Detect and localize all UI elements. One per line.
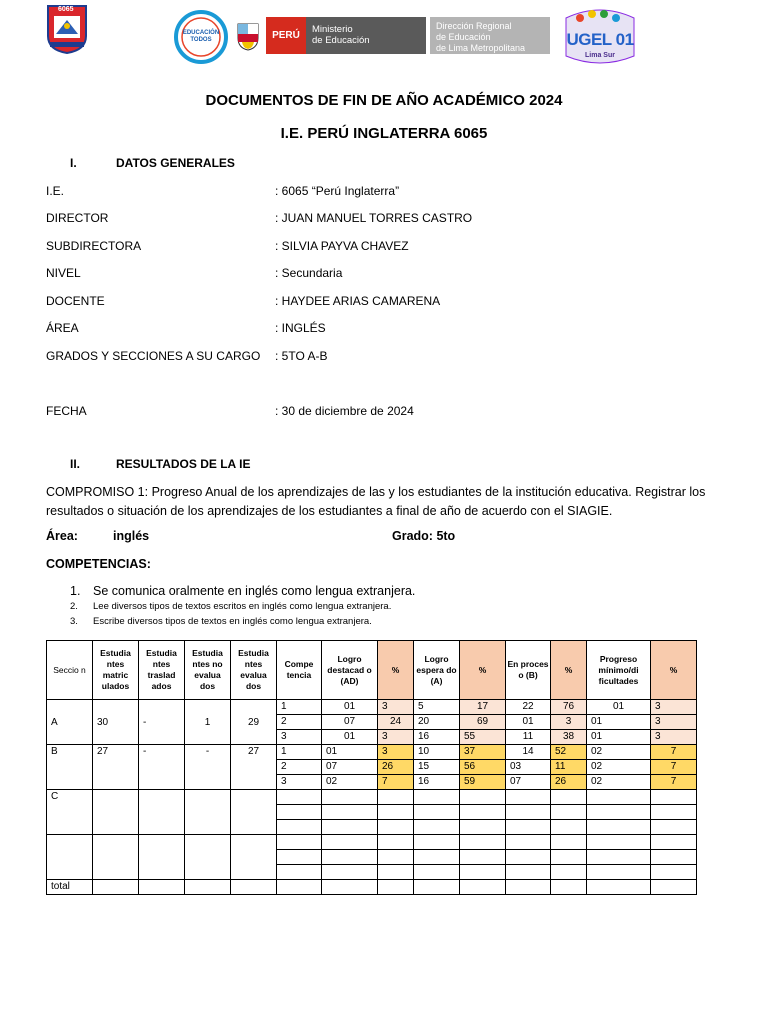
cell-c — [587, 850, 651, 865]
results-table — [46, 640, 697, 895]
cell-c: 01 — [587, 700, 651, 715]
header-progreso-minimo: Progreso mínimo/di ficultades — [587, 641, 651, 700]
header-matriculados: Estudia ntes matric ulados — [93, 641, 139, 700]
minedu-line-1: Ministerio — [312, 24, 353, 35]
area-label: Área: — [46, 529, 78, 543]
ugel-logo-text: UGEL 01 — [566, 30, 634, 49]
cell-pct-ad — [378, 865, 414, 880]
cell-evaluados: 29 — [231, 700, 277, 745]
cell-c — [587, 805, 651, 820]
cell-pct-c: 7 — [651, 745, 697, 760]
cell-a — [414, 805, 460, 820]
cell-pct-c: 3 — [651, 730, 697, 745]
cell-pct-a: 37 — [460, 745, 506, 760]
cell-b: 11 — [506, 730, 551, 745]
section-1-title: DATOS GENERALES — [116, 156, 235, 170]
field-value-director: : JUAN MANUEL TORRES CASTRO — [275, 211, 473, 225]
cell-b — [506, 835, 551, 850]
cell-a: 15 — [414, 760, 460, 775]
cell-pct-ad — [378, 850, 414, 865]
cell-evaluados — [231, 790, 277, 835]
cell-b: 22 — [506, 700, 551, 715]
cell-no-evaluados: - — [185, 745, 231, 790]
cell-no-evaluados — [185, 790, 231, 835]
cell-trasladados — [139, 835, 185, 880]
cell-pct-c: 3 — [651, 715, 697, 730]
table-row — [47, 835, 697, 850]
section-2-number: II. — [70, 457, 81, 471]
field-label-nivel: NIVEL — [46, 266, 81, 280]
peru-coat-of-arms-icon — [232, 20, 264, 52]
cell-competencia: 3 — [277, 730, 322, 745]
cell-pct-a — [460, 835, 506, 850]
cell-pct-c: 7 — [651, 760, 697, 775]
cell-ad: 01 — [322, 730, 378, 745]
ugel-logo-subtext: Lima Sur — [585, 52, 615, 59]
cell-b — [506, 805, 551, 820]
cell-ad — [322, 835, 378, 850]
cell-total — [185, 880, 231, 895]
cell-pct-ad — [378, 805, 414, 820]
cell-pct-b — [551, 850, 587, 865]
competencias-label: COMPETENCIAS: — [46, 557, 151, 571]
cell-c: 02 — [587, 760, 651, 775]
header-logro-destacado: Logro destacad o (AD) — [322, 641, 378, 700]
header-pct-ad: % — [378, 641, 414, 700]
cell-competencia — [277, 865, 322, 880]
document-title: DOCUMENTOS DE FIN DE AÑO ACADÉMICO 2024 — [205, 92, 563, 109]
cell-total — [506, 880, 551, 895]
cell-pct-ad: 24 — [378, 715, 414, 730]
school-title: I.E. PERÚ INGLATERRA 6065 — [280, 125, 488, 142]
cell-pct-ad: 26 — [378, 760, 414, 775]
grado-label: Grado: 5to — [392, 529, 456, 543]
cell-competencia — [277, 850, 322, 865]
cell-a: 10 — [414, 745, 460, 760]
cell-total — [322, 880, 378, 895]
cell-pct-b: 26 — [551, 775, 587, 790]
cell-b: 01 — [506, 715, 551, 730]
cell-no-evaluados: 1 — [185, 700, 231, 745]
cell-pct-a: 55 — [460, 730, 506, 745]
cell-pct-a — [460, 805, 506, 820]
cell-ad: 01 — [322, 700, 378, 715]
cell-b: 14 — [506, 745, 551, 760]
cell-evaluados — [231, 835, 277, 880]
cell-b — [506, 790, 551, 805]
cell-ad: 07 — [322, 715, 378, 730]
cell-pct-c: 3 — [651, 700, 697, 715]
cell-pct-c: 7 — [651, 775, 697, 790]
cell-pct-b — [551, 865, 587, 880]
cell-pct-a — [460, 865, 506, 880]
cell-pct-a: 17 — [460, 700, 506, 715]
field-value-docente: : HAYDEE ARIAS CAMARENA — [275, 294, 441, 308]
education-campaign-logo — [174, 10, 228, 64]
cell-c — [587, 865, 651, 880]
field-label-grados: GRADOS Y SECCIONES A SU CARGO — [46, 349, 261, 363]
cell-pct-b: 11 — [551, 760, 587, 775]
header-logro-esperado: Logro espera do (A) — [414, 641, 460, 700]
cell-b — [506, 865, 551, 880]
header-trasladados: Estudia ntes traslad ados — [139, 641, 185, 700]
cell-pct-b — [551, 820, 587, 835]
cell-c: 01 — [587, 715, 651, 730]
cell-total — [460, 880, 506, 895]
cell-section: B — [47, 745, 93, 790]
table-row — [47, 700, 697, 715]
cell-competencia: 2 — [277, 760, 322, 775]
cell-a: 20 — [414, 715, 460, 730]
dre-line-1: Dirección Regional — [436, 21, 512, 31]
cell-total — [414, 880, 460, 895]
field-label-ie: I.E. — [46, 184, 65, 198]
cell-pct-ad — [378, 835, 414, 850]
cell-a — [414, 820, 460, 835]
cell-total — [651, 880, 697, 895]
cell-ad — [322, 850, 378, 865]
cell-ad: 07 — [322, 760, 378, 775]
cell-matriculados — [93, 790, 139, 835]
table-row — [47, 745, 697, 760]
cell-c — [587, 790, 651, 805]
field-value-subdirectora: : SILVIA PAYVA CHAVEZ — [275, 239, 409, 253]
cell-a: 16 — [414, 775, 460, 790]
header-no-evaluados: Estudia ntes no evalua dos — [185, 641, 231, 700]
cell-pct-ad: 3 — [378, 745, 414, 760]
cell-ad — [322, 790, 378, 805]
cell-trasladados: - — [139, 700, 185, 745]
table-total-row — [47, 880, 697, 895]
cell-matriculados: 30 — [93, 700, 139, 745]
cell-pct-ad — [378, 790, 414, 805]
field-value-fecha: : 30 de diciembre de 2024 — [275, 404, 414, 418]
cell-ad — [322, 805, 378, 820]
competencia-2-number: 2. — [70, 601, 78, 612]
cell-a — [414, 790, 460, 805]
header-en-proceso: En proces o (B) — [506, 641, 551, 700]
header-competencia: Compe tencia — [277, 641, 322, 700]
cell-ad — [322, 820, 378, 835]
competencia-3-text: Escribe diversos tipos de textos en inglés como lengua extranjera. — [93, 616, 372, 627]
cell-pct-c — [651, 835, 697, 850]
cell-pct-b — [551, 790, 587, 805]
competencia-2-text: Lee diversos tipos de textos escritos en inglés como lengua extranjera. — [93, 601, 392, 612]
field-label-docente: DOCENTE — [46, 294, 105, 308]
cell-trasladados — [139, 790, 185, 835]
cell-pct-a: 59 — [460, 775, 506, 790]
cell-matriculados — [93, 835, 139, 880]
cell-c: 02 — [587, 775, 651, 790]
cell-pct-a — [460, 820, 506, 835]
dre-line-3: de Lima Metropolitana — [436, 43, 526, 53]
field-label-fecha: FECHA — [46, 404, 87, 418]
cell-pct-b — [551, 805, 587, 820]
cell-pct-c — [651, 820, 697, 835]
cell-b: 07 — [506, 775, 551, 790]
cell-c — [587, 835, 651, 850]
cell-competencia — [277, 820, 322, 835]
cell-section — [47, 835, 93, 880]
cell-c: 01 — [587, 730, 651, 745]
cell-b: 03 — [506, 760, 551, 775]
cell-pct-c — [651, 805, 697, 820]
cell-competencia: 2 — [277, 715, 322, 730]
results-table-body — [47, 700, 697, 895]
cell-section: C — [47, 790, 93, 835]
field-label-subdirectora: SUBDIRECTORA — [46, 239, 142, 253]
dre-line-2: de Educación — [436, 32, 491, 42]
peru-flag-label: PERÚ — [266, 17, 306, 54]
cell-pct-c — [651, 790, 697, 805]
cell-ad: 02 — [322, 775, 378, 790]
header-pct-c: % — [651, 641, 697, 700]
cell-ad: 01 — [322, 745, 378, 760]
cell-b — [506, 850, 551, 865]
cell-a — [414, 850, 460, 865]
field-value-area: : INGLÉS — [275, 321, 326, 335]
field-value-grados: : 5TO A-B — [275, 349, 328, 363]
cell-pct-c — [651, 850, 697, 865]
header-evaluados: Estudia ntes evalua dos — [231, 641, 277, 700]
field-label-area: ÁREA — [46, 321, 79, 335]
school-logo — [46, 4, 88, 54]
header-seccion: Seccio n — [47, 641, 93, 700]
cell-a: 5 — [414, 700, 460, 715]
cell-no-evaluados — [185, 835, 231, 880]
cell-total — [231, 880, 277, 895]
cell-competencia: 1 — [277, 745, 322, 760]
cell-section: A — [47, 700, 93, 745]
cell-pct-b: 3 — [551, 715, 587, 730]
cell-c: 02 — [587, 745, 651, 760]
competencia-1-number: 1. — [70, 584, 81, 598]
cell-pct-a: 56 — [460, 760, 506, 775]
competencia-3-number: 3. — [70, 616, 78, 627]
ugel-logo — [558, 4, 642, 68]
section-2-title: RESULTADOS DE LA IE — [116, 457, 251, 471]
table-header-row — [47, 641, 697, 700]
cell-pct-a — [460, 790, 506, 805]
cell-pct-ad: 3 — [378, 730, 414, 745]
cell-competencia — [277, 835, 322, 850]
cell-matriculados: 27 — [93, 745, 139, 790]
cell-trasladados: - — [139, 745, 185, 790]
table-row — [47, 790, 697, 805]
header-pct-a: % — [460, 641, 506, 700]
cell-ad — [322, 865, 378, 880]
cell-pct-ad: 3 — [378, 700, 414, 715]
cell-a: 16 — [414, 730, 460, 745]
field-value-nivel: : Secundaria — [275, 266, 343, 280]
cell-total — [587, 880, 651, 895]
education-logo-text: EDUCACIÓN TODOS — [182, 30, 220, 43]
school-logo-number: 6065 — [58, 6, 74, 13]
minedu-logo — [266, 17, 426, 54]
cell-competencia: 1 — [277, 700, 322, 715]
competencia-1-text: Se comunica oralmente en inglés como lengua extranjera. — [93, 584, 416, 598]
cell-pct-b: 52 — [551, 745, 587, 760]
cell-total — [378, 880, 414, 895]
header-pct-b: % — [551, 641, 587, 700]
cell-competencia — [277, 805, 322, 820]
field-value-ie: : 6065 “Perú Inglaterra” — [275, 184, 400, 198]
cell-pct-b: 76 — [551, 700, 587, 715]
cell-competencia: 3 — [277, 775, 322, 790]
area-value: inglés — [113, 529, 150, 543]
cell-total — [551, 880, 587, 895]
cell-b — [506, 820, 551, 835]
section-1-number: I. — [70, 156, 77, 170]
cell-pct-a: 69 — [460, 715, 506, 730]
cell-total-label: total — [47, 880, 93, 895]
cell-total — [277, 880, 322, 895]
cell-pct-b: 38 — [551, 730, 587, 745]
cell-pct-ad: 7 — [378, 775, 414, 790]
dre-lima-logo — [430, 17, 550, 54]
cell-c — [587, 820, 651, 835]
cell-a — [414, 865, 460, 880]
field-label-director: DIRECTOR — [46, 211, 109, 225]
cell-pct-c — [651, 865, 697, 880]
cell-evaluados: 27 — [231, 745, 277, 790]
cell-pct-a — [460, 850, 506, 865]
cell-a — [414, 835, 460, 850]
cell-total — [93, 880, 139, 895]
cell-competencia — [277, 790, 322, 805]
cell-pct-ad — [378, 820, 414, 835]
cell-total — [139, 880, 185, 895]
compromiso-paragraph: COMPROMISO 1: Progreso Anual de los aprendizajes de las y los estudiantes de la institución educativa. Registrar los resultados o situación de los aprendizajes de los estudiantes a final de año de acuerdo con el SIAGIE. — [46, 485, 706, 518]
minedu-line-2: de Educación — [312, 35, 370, 46]
cell-pct-b — [551, 835, 587, 850]
